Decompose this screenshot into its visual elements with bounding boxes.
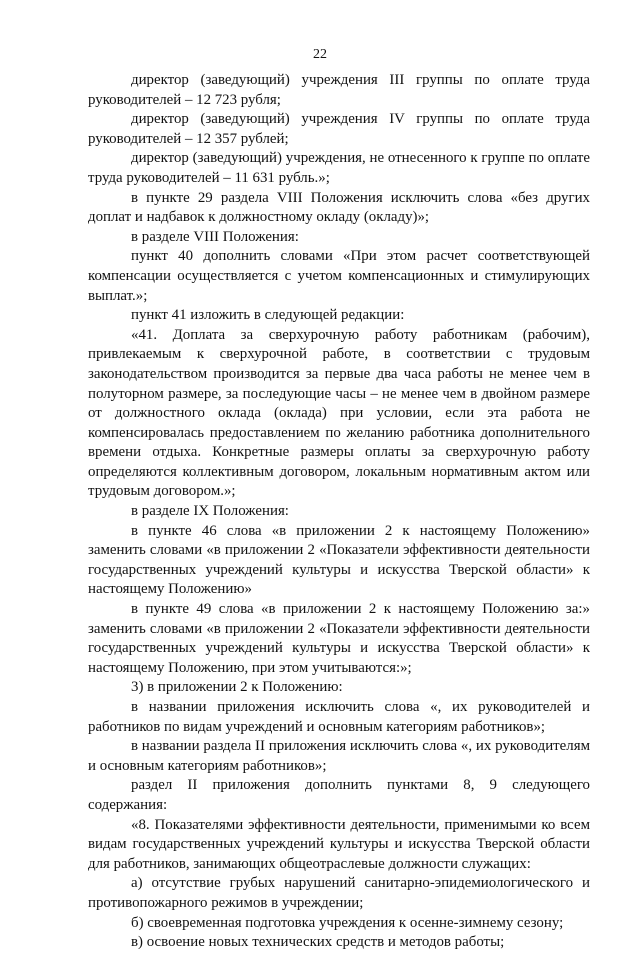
paragraph-point-46: в пункте 46 слова «в приложении 2 к настоящему Положению» заменить словами «в приложении 2 «Показатели эффективности деятельности государственных учреждений культуры и искусства Тверской области» к настоящему Положению» (88, 522, 590, 598)
document-body (88, 71, 590, 953)
paragraph-director-group-3: директор (заведующий) учреждения III группы по оплате труда руководителей – 12 723 рубля; (88, 72, 590, 108)
paragraph-point-29: в пункте 29 раздела VIII Положения исключить слова «без других доплат и надбавок к должностному окладу (окладу)»; (88, 189, 590, 226)
paragraph-director-group-4: директор (заведующий) учреждения IV группы по оплате труда руководителей – 12 357 рублей; (88, 111, 590, 147)
paragraph-section-8: в разделе VIII Положения: (131, 228, 299, 245)
paragraph-point-40: пункт 40 дополнить словами «При этом расчет соответствующей компенсации осуществляется с учетом компенсационных и стимулирующих выплат.»; (88, 248, 590, 304)
paragraph-section-2-title: в названии раздела II приложения исключить слова «, их руководителям и основным категориям работников»; (88, 738, 590, 774)
paragraph-section-2-add: раздел II приложения дополнить пунктами 8, 9 следующего содержания: (88, 777, 590, 813)
list-item-b: б) своевременная подготовка учреждения к осенне-зимнему сезону; (131, 914, 564, 931)
paragraph-section-9: в разделе IX Положения: (131, 503, 289, 520)
list-item-c: в) освоение новых технических средств и методов работы; (131, 934, 505, 951)
list-item-a: а) отсутствие грубых нарушений санитарно-эпидемиологического и противопожарного режимов в учреждении; (88, 875, 590, 911)
paragraph-point-8: «8. Показателями эффективности деятельности, применимыми ко всем видам государственных учреждений культуры и искусства Тверской области для работников, занимающих общеотраслевые должности служащих: (88, 816, 590, 872)
paragraph-point-49: в пункте 49 слова «в приложении 2 к настоящему Положению за:» заменить словами «в приложении 2 «Показатели эффективности деятельности государственных учреждений культуры и искусства Тверской области» к настоящему Положению, при этом учитываются:»; (88, 601, 590, 676)
page-number: 22 (313, 47, 327, 62)
paragraph-point-41-intro: пункт 41 изложить в следующей редакции: (131, 307, 405, 324)
paragraph-appendix-2: 3) в приложении 2 к Положению: (131, 679, 343, 696)
paragraph-point-41-text: «41. Доплата за сверхурочную работу работникам (рабочим), привлекаемым к сверхурочной работе, в соответствии с трудовым законодательством производится за первые два часа работы не менее чем в полуторном размере, за последующие часы – не менее чем в двойном размере от должностного оклада (оклада) при условии, если эта работа не компенсировалась предоставлением по желанию работника дополнительного времени отдыха. Конкретные размеры оплаты за сверхурочную работу определяются коллективным договором, локальным нормативным актом или трудовым договором.»; (88, 326, 590, 500)
paragraph-director-no-group: директор (заведующий) учреждения, не отнесенного к группе по оплате труда руководителей – 11 631 рубль.»; (88, 150, 590, 186)
paragraph-appendix-title: в названии приложения исключить слова «, их руководителей и работников по видам учреждений и основным категориям работников»; (88, 699, 590, 735)
